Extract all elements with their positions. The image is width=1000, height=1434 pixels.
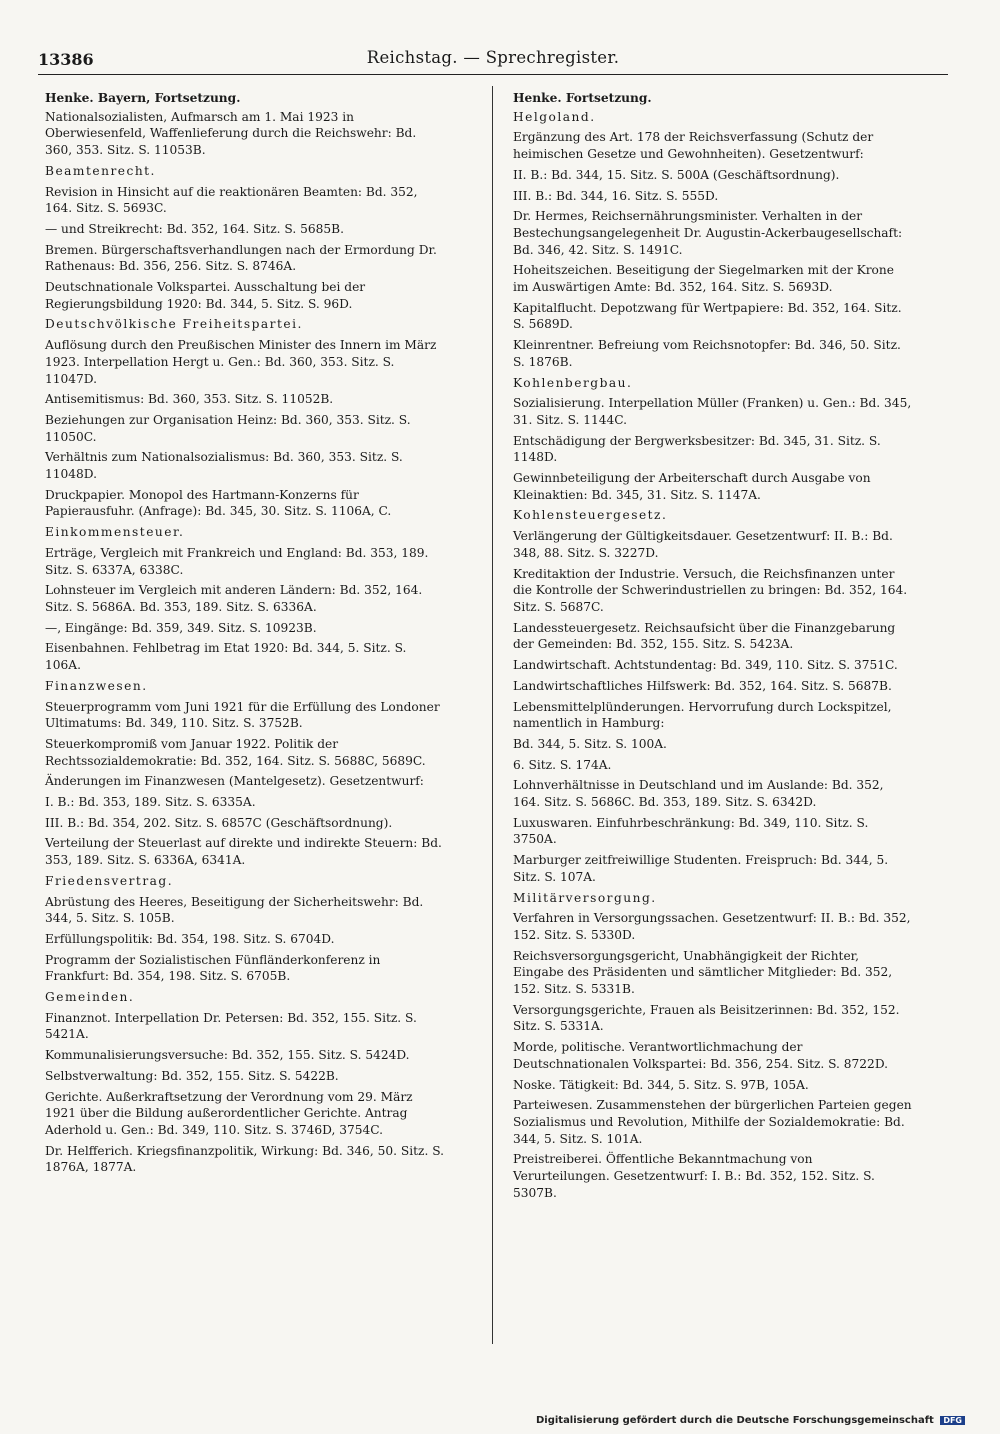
column-divider	[492, 86, 493, 1344]
entry-list	[45, 109, 445, 1176]
running-title: Reichstag. — Sprechregister.	[366, 48, 620, 67]
index-entry: Finanznot. Interpellation Dr. Petersen: Bd. 352, 155. Sitz. S. 5421A.	[45, 1010, 417, 1042]
index-entry: Militärversorgung.	[513, 890, 657, 905]
index-entry: Kleinrentner. Befreiung vom Reichsnotopfer: Bd. 346, 50. Sitz. S. 1876B.	[513, 338, 901, 369]
index-entry: Dr. Hermes, Reichsernährungsminister. Verhalten in der Bestechungsangelegenheit Dr. Augustin-Ackerbaugesellschaft: Bd. 346, 42. Sitz. S. 1491C.	[513, 209, 903, 257]
index-entry: I. B.: Bd. 353, 189. Sitz. S. 6335A.	[45, 795, 256, 810]
index-entry: Helgoland.	[513, 109, 596, 124]
index-entry: Beziehungen zur Organisation Heinz: Bd. 360, 353. Sitz. S. 11050C.	[45, 412, 411, 444]
index-entry: II. B.: Bd. 344, 15. Sitz. S. 500A (Geschäftsordnung).	[513, 167, 840, 182]
index-entry: Druckpapier. Monopol des Hartmann-Konzerns für Papierausfuhr. (Anfrage): Bd. 345, 30. Sitz. S. 1106A, C.	[45, 487, 392, 519]
index-entry: Ergänzung des Art. 178 der Reichsverfassung (Schutz der heimischen Gesetze und Gewohnheiten). Gesetzentwurf:	[513, 130, 874, 162]
index-entry: Gerichte. Außerkraftsetzung der Verordnung vom 29. März 1921 über die Bildung außerordentlicher Gerichte. Antrag Aderhold u. Gen.: Bd. 349, 110. Sitz. S. 3746D, 3754C.	[45, 1089, 413, 1137]
index-entry: Selbstverwaltung: Bd. 352, 155. Sitz. S. 5422B.	[45, 1068, 339, 1083]
index-entry: Steuerkompromiß vom Januar 1922. Politik der Rechtssozialdemokratie: Bd. 352, 164. Sitz. S. 5688C, 5689C.	[45, 736, 426, 768]
index-entry: Kohlensteuergesetz.	[513, 508, 668, 523]
index-entry: Morde, politische. Verantwortlichmachung der Deutschnationalen Volkspartei: Bd. 356, 254. Sitz. S. 8722D.	[513, 1040, 889, 1071]
footer-credit	[536, 1415, 965, 1426]
index-entry: Landessteuergesetz. Reichsaufsicht über die Finanzgebarung der Gemeinden: Bd. 352, 155. Sitz. S. 5423A.	[513, 620, 896, 652]
index-entry: Hoheitszeichen. Beseitigung der Siegelmarken mit der Krone im Auswärtigen Amte: Bd. 352, 164. Sitz. S. 5693D.	[513, 263, 894, 295]
index-entry: — und Streikrecht: Bd. 352, 164. Sitz. S. 5685B.	[45, 221, 344, 236]
index-entry: Deutschvölkische Freiheitspartei.	[45, 317, 303, 332]
index-entry: Beamtenrecht.	[45, 163, 156, 178]
footer-text: Digitalisierung gefördert durch die Deutsche Forschungsgemeinschaft	[535, 1415, 934, 1426]
index-entry: III. B.: Bd. 354, 202. Sitz. S. 6857C (Geschäftsordnung).	[45, 815, 393, 830]
index-entry: Erfüllungspolitik: Bd. 354, 198. Sitz. S. 6704D.	[45, 931, 335, 946]
entry-list	[513, 109, 913, 1202]
index-entry: Lebensmittelplünderungen. Hervorrufung durch Lockspitzel, namentlich in Hamburg:	[513, 699, 892, 731]
index-entry: Lohnsteuer im Vergleich mit anderen Ländern: Bd. 352, 164. Sitz. S. 5686A. Bd. 353, 189. Sitz. S. 6336A.	[45, 583, 423, 614]
index-entry: Friedensvertrag.	[45, 873, 174, 888]
index-entry: III. B.: Bd. 344, 16. Sitz. S. 555D.	[513, 188, 719, 203]
index-entry: Auflösung durch den Preußischen Minister des Innern im März 1923. Interpellation Hergt u. Gen.: Bd. 360, 353. Sitz. S. 11047D.	[45, 338, 437, 386]
index-entry: Gewinnbeteiligung der Arbeiterschaft durch Ausgabe von Kleinaktien: Bd. 345, 31. Sitz. S. 1147A.	[513, 471, 871, 502]
index-entry: Bremen. Bürgerschaftsverhandlungen nach der Ermordung Dr. Rathenaus: Bd. 356, 256. Sitz. S. 8746A.	[45, 242, 437, 274]
index-entry: 6. Sitz. S. 174A.	[513, 757, 612, 772]
index-entry: Deutschnationale Volkspartei. Ausschaltung bei der Regierungsbildung 1920: Bd. 344, 5. Sitz. S. 96D.	[45, 280, 366, 311]
index-entry: Abrüstung des Heeres, Beseitigung der Sicherheitswehr: Bd. 344, 5. Sitz. S. 105B.	[45, 894, 424, 926]
page-header	[38, 48, 948, 75]
index-entry: Kapitalflucht. Depotzwang für Wertpapiere: Bd. 352, 164. Sitz. S. 5689D.	[513, 300, 902, 332]
index-entry: Lohnverhältnisse in Deutschland und im Auslande: Bd. 352, 164. Sitz. S. 5686C. Bd. 353, 189. Sitz. S. 6342D.	[513, 778, 884, 810]
index-entry: Eisenbahnen. Fehlbetrag im Etat 1920: Bd. 344, 5. Sitz. S. 106A.	[45, 641, 407, 673]
index-entry: Programm der Sozialistischen Fünfländerkonferenz in Frankfurt: Bd. 354, 198. Sitz. S. 6705B.	[45, 952, 381, 984]
column-head: Henke. Bayern, Fortsetzung.	[45, 91, 241, 105]
dfg-logo: DFG	[940, 1416, 965, 1425]
index-entry: Erträge, Vergleich mit Frankreich und England: Bd. 353, 189. Sitz. S. 6337A, 6338C.	[45, 545, 429, 577]
index-entry: Sozialisierung. Interpellation Müller (Franken) u. Gen.: Bd. 345, 31. Sitz. S. 1144C.	[513, 396, 912, 427]
index-entry: Antisemitismus: Bd. 360, 353. Sitz. S. 11052B.	[45, 392, 334, 407]
index-entry: Reichsversorgungsgericht, Unabhängigkeit der Richter, Eingabe des Präsidenten und sämtlicher Mitglieder: Bd. 352, 152. Sitz. S. 5331B.	[513, 948, 893, 997]
index-entry: Verhältnis zum Nationalsozialismus: Bd. 360, 353. Sitz. S. 11048D.	[45, 450, 403, 482]
left-column	[45, 90, 445, 1180]
index-entry: Landwirtschaft. Achtstundentag: Bd. 349, 110. Sitz. S. 3751C.	[513, 658, 898, 673]
index-entry: Landwirtschaftliches Hilfswerk: Bd. 352, 164. Sitz. S. 5687B.	[513, 678, 892, 693]
right-column	[513, 90, 913, 1205]
index-entry: Gemeinden.	[45, 990, 135, 1005]
index-entry: Kommunalisierungsversuche: Bd. 352, 155. Sitz. S. 5424D.	[45, 1048, 410, 1063]
index-entry: Nationalsozialisten, Aufmarsch am 1. Mai 1923 in Oberwiesenfeld, Waffenlieferung durch die Reichswehr: Bd. 360, 353. Sitz. S. 11053B.	[45, 109, 417, 158]
index-entry: Dr. Helfferich. Kriegsfinanzpolitik, Wirkung: Bd. 346, 50. Sitz. S. 1876A, 1877A.	[45, 1143, 445, 1175]
index-entry: Marburger zeitfreiwillige Studenten. Freispruch: Bd. 344, 5. Sitz. S. 107A.	[513, 853, 889, 884]
index-entry: Einkommensteuer.	[45, 525, 185, 540]
column-head: Henke. Fortsetzung.	[513, 91, 652, 105]
page-number: 13386	[38, 50, 94, 69]
index-entry: Verfahren in Versorgungssachen. Gesetzentwurf: II. B.: Bd. 352, 152. Sitz. S. 5330D.	[513, 911, 911, 942]
index-entry: —, Eingänge: Bd. 359, 349. Sitz. S. 10923B.	[45, 620, 317, 635]
index-entry: Steuerprogramm vom Juni 1921 für die Erfüllung des Londoner Ultimatums: Bd. 349, 110. Sitz. S. 3752B.	[45, 699, 440, 731]
index-entry: Finanzwesen.	[45, 678, 148, 693]
index-entry: Revision in Hinsicht auf die reaktionären Beamten: Bd. 352, 164. Sitz. S. 5693C.	[45, 184, 418, 216]
index-entry: Versorgungsgerichte, Frauen als Beisitzerinnen: Bd. 352, 152. Sitz. S. 5331A.	[513, 1002, 900, 1034]
index-entry: Verlängerung der Gültigkeitsdauer. Gesetzentwurf: II. B.: Bd. 348, 88. Sitz. S. 3227D.	[513, 529, 893, 560]
index-entry: Noske. Tätigkeit: Bd. 344, 5. Sitz. S. 97B, 105A.	[513, 1077, 809, 1092]
index-entry: Preistreiberei. Öffentliche Bekanntmachung von Verurteilungen. Gesetzentwurf: I. B.: Bd. 352, 152. Sitz. S. 5307B.	[513, 1152, 875, 1200]
index-entry: Bd. 344, 5. Sitz. S. 100A.	[513, 736, 667, 751]
index-entry: Verteilung der Steuerlast auf direkte und indirekte Steuern: Bd. 353, 189. Sitz. S. 6336A, 6341A.	[45, 836, 442, 868]
index-entry: Entschädigung der Bergwerksbesitzer: Bd. 345, 31. Sitz. S. 1148D.	[513, 433, 881, 465]
index-entry: Luxuswaren. Einfuhrbeschränkung: Bd. 349, 110. Sitz. S. 3750A.	[513, 815, 869, 847]
index-entry: Parteiwesen. Zusammenstehen der bürgerlichen Parteien gegen Sozialismus und Revolution, Mithilfe der Sozialdemokratie: Bd. 344, 5. Sitz. S. 101A.	[513, 1098, 912, 1146]
index-entry: Kreditaktion der Industrie. Versuch, die Reichsfinanzen unter die Kontrolle der Schwerindustriellen zu bringen: Bd. 352, 164. Sitz. S. 5687C.	[513, 566, 908, 614]
index-entry: Kohlenbergbau.	[513, 375, 633, 390]
index-entry: Änderungen im Finanzwesen (Mantelgesetz). Gesetzentwurf:	[45, 774, 424, 789]
